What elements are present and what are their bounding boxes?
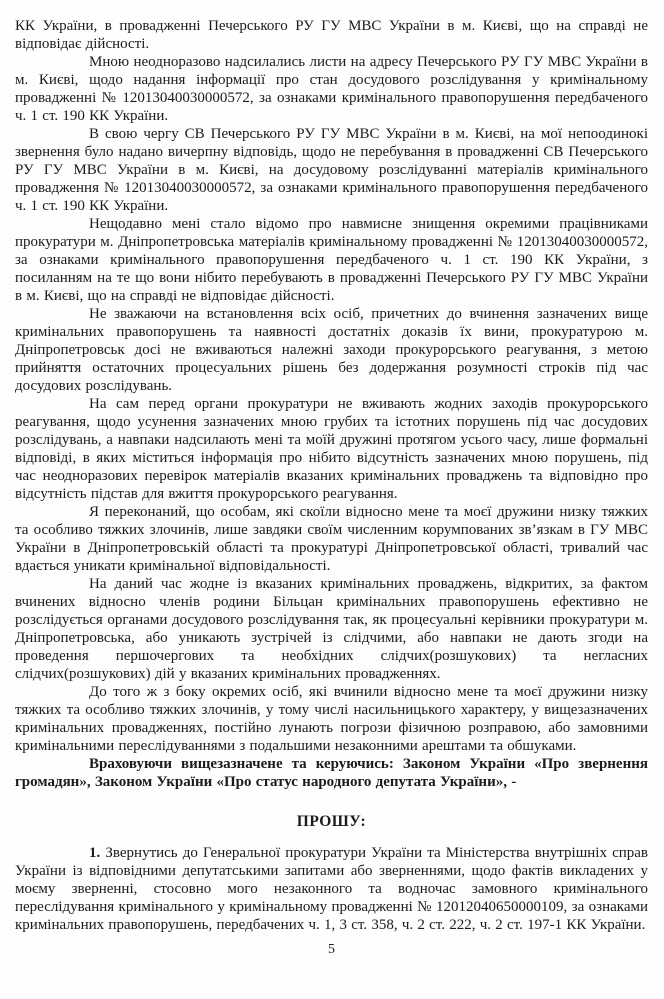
request-item-1 (15, 844, 648, 934)
page-number: 5 (328, 942, 335, 957)
body-paragraph-continuation: КК України, в провадженні Печерського РУ ГУ МВС України в м. Києві, що на справді не відповідає дійсності. (15, 18, 648, 52)
request-item-number: 1. (89, 845, 101, 861)
body-paragraph: На даний час жодне із вказаних кримінальних проваджень, відкритих, за фактом вчинених відносно членів родини Більцан кримінальних правопорушень ефективно не розслідується органами досудового розслідування так, як процесуальні керівники прокуратури м. Дніпропетровська, або уникають зустрічей із слідчими, або навпаки не дають згоди на проведення першочергових та необхідних слідчих(розшукових) та негласних слідчих(розшукових) дій у вказаних кримінальних провадженнях. (15, 576, 648, 682)
body-paragraph: На сам перед органи прокуратури не вживають жодних заходів прокурорського реагування, щодо усунення зазначених мною грубих та істотних порушень під час досудових розслідувань, а навпаки надсилають мені та моїй дружині протягом усього часу, лише формальні відповіді, в яких міститься інформація про нібито відсутність зазначених мною порушень, під час неодноразових перевірок матеріалів вказаних кримінальних проваджень та відповідно про відсутність підстав для вжиття прокурорського реагування. (15, 396, 648, 502)
body-paragraph: Я переконаний, що особам, які скоїли відносно мене та моєї дружини низку тяжких та особливо тяжких злочинів, лише завдяки своїм численним корумпованих зв’язкам в ГУ МВС України в Дніпропетровській області та прокуратурі Дніпропетровської області, тривалий час вдається уникати кримінальної відповідальності. (15, 504, 648, 574)
body-paragraph: Нещодавно мені стало відомо про навмисне знищення окремими працівниками прокуратури м. Дніпропетровська матеріалів кримінальному провадженні № 12013040030000572, за ознаками кримінального правопорушення передбаченого ч. 1 ст. 190 КК України, з посиланням на те що вони нібито перебувають в провадженні Печерського РУ ГУ МВС України в м. Києві, що на справді не відповідає дійсності. (15, 216, 648, 304)
body-paragraph: В свою чергу СВ Печерського РУ ГУ МВС України в м. Києві, на мої непоодинокі звернення було надано вичерпну відповідь, щодо не перебування в провадженні СВ Печерського РУ ГУ МВС України в м. Києві, на досудовому розслідуванні матеріалів кримінального провадження № 12013040030000572, за ознаками кримінального правопорушення передбаченого ч. 1 ст. 190 КК України. (15, 126, 648, 214)
request-section-heading: ПРОШУ: (296, 813, 367, 830)
request-item-text: Звернутись до Генеральної прокуратури України та Міністерства внутрішніх справ України із відповідними депутатськими запитами або зверненнями, щодо фактів викладених у моєму зверненні, стосовно мого незаконного та водночас замовного кримінального переслідування кримінального у кримінальному провадженні № 12012040650000109, за ознаками кримінальних правопорушень, передбачених ч. 1, 3 ст. 358, ч. 2 ст. 222, ч. 2 ст. 197-1 КК України. (15, 845, 649, 933)
body-paragraph: Мною неодноразово надсилались листи на адресу Печерського РУ ГУ МВС України в м. Києві, щодо надання інформації про стан досудового розслідування у кримінальному провадженні № 12013040030000572, за ознаками кримінального правопорушення передбаченого ч. 1 ст. 190 КК України. (15, 54, 648, 124)
body-paragraph: До того ж з боку окремих осіб, які вчинили відносно мене та моєї дружини низку тяжких та особливо тяжких злочинів, у тому числі насильницького характеру, у вищезазначених кримінальних провадженнях, постійно лунають погрози фізичною розправою, або замовними кримінальними переслідуваннями з подальшими незаконними арештами та обшуками. (15, 684, 648, 754)
body-paragraph: Не зважаючи на встановлення всіх осіб, причетних до вчинення зазначених вище кримінальних правопорушень та наявності достатніх доказів їх вини, прокуратурою м. Дніпропетровськ досі не вживаються належні заходи прокурорського реагування, з метою прийняття остаточних процесуальних рішень без додержання розумності строків під час досудових розслідувань. (15, 306, 648, 394)
legal-basis-paragraph: Враховуючи вищезазначене та керуючись: Законом України «Про звернення громадян», Законом України «Про статус народного депутата України», - (15, 756, 648, 790)
